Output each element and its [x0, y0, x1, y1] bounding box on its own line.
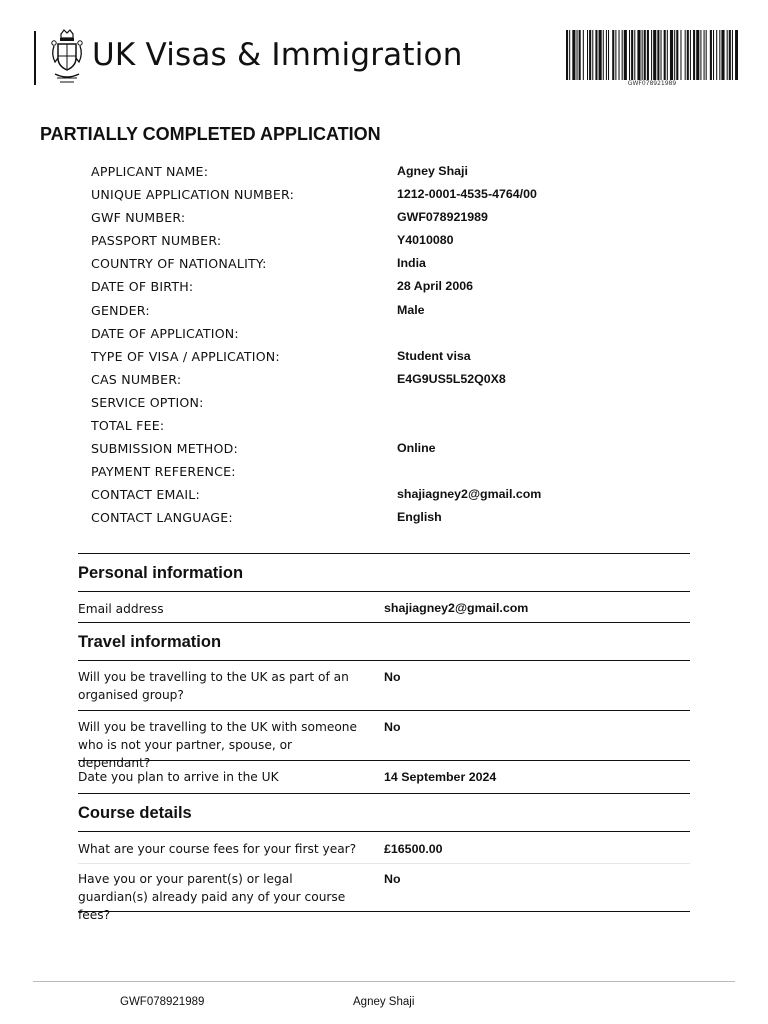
- barcode-bar: [735, 30, 738, 80]
- summary-label: PAYMENT REFERENCE:: [91, 464, 236, 480]
- barcode-bar: [657, 30, 659, 80]
- barcode-bar: [693, 30, 695, 80]
- application-sections: [78, 553, 690, 922]
- barcode-bar: [732, 30, 733, 80]
- barcode-bar: [619, 30, 620, 80]
- barcode-bar: [592, 30, 593, 80]
- summary-label: GENDER:: [91, 302, 150, 318]
- summary-row: [91, 300, 671, 323]
- section-title: Course details: [78, 804, 192, 822]
- barcode-bar: [696, 30, 699, 80]
- summary-value: Online: [397, 441, 436, 456]
- section-heading-personal: [78, 554, 690, 591]
- footer-divider: [33, 981, 735, 982]
- summary-value: 1212-0001-4535-4764/00: [397, 187, 537, 202]
- barcode-bar: [729, 30, 731, 80]
- barcode-bar: [727, 30, 728, 80]
- summary-label: APPLICANT NAME:: [91, 164, 209, 179]
- summary-row: [91, 207, 671, 230]
- summary-label: CONTACT EMAIL:: [91, 487, 200, 503]
- barcode-icon: [566, 30, 738, 80]
- barcode-bar: [721, 30, 724, 80]
- barcode-bar: [687, 30, 689, 80]
- summary-label: TYPE OF VISA / APPLICATION:: [91, 348, 280, 364]
- summary-row: [91, 438, 671, 461]
- barcode-bar: [615, 30, 616, 80]
- summary-row: [91, 484, 671, 507]
- barcode-bar: [651, 30, 652, 80]
- barcode-bar: [634, 30, 635, 80]
- summary-row: [91, 415, 671, 438]
- barcode-bar: [719, 30, 720, 80]
- barcode-bar: [637, 30, 640, 80]
- answer-value: No: [384, 720, 401, 734]
- summary-row: [91, 507, 671, 530]
- summary-label: SERVICE OPTION:: [91, 394, 204, 410]
- barcode-bar: [589, 30, 591, 80]
- question-row-email: [78, 592, 690, 622]
- barcode-bar: [685, 30, 686, 80]
- question-row-course-fees: [78, 832, 690, 863]
- barcode-bar: [608, 30, 609, 80]
- barcode-bar: [664, 30, 666, 80]
- summary-value: India: [397, 256, 426, 271]
- summary-label: COUNTRY OF NATIONALITY:: [91, 256, 267, 272]
- footer-applicant-name: Agney Shaji: [353, 996, 415, 1008]
- question-row-fees-paid: [78, 864, 690, 922]
- summary-row: [91, 276, 671, 299]
- answer-value: No: [384, 670, 401, 684]
- barcode-bar: [569, 30, 570, 80]
- section-heading-course: [78, 794, 690, 831]
- header-divider: [34, 31, 36, 85]
- summary-row: [91, 184, 671, 207]
- page-title: PARTIALLY COMPLETED APPLICATION: [40, 124, 381, 144]
- header: [0, 0, 768, 100]
- summary-label: PASSPORT NUMBER:: [91, 233, 222, 249]
- summary-label: SUBMISSION METHOD:: [91, 441, 238, 457]
- summary-row: [91, 369, 671, 392]
- summary-row: [91, 253, 671, 276]
- answer-value: £16500.00: [384, 842, 443, 856]
- barcode-bar: [624, 30, 627, 80]
- barcode-bar: [629, 30, 630, 80]
- barcode-bar: [700, 30, 701, 80]
- answer-value: 14 September 2024: [384, 770, 497, 784]
- summary-row: [91, 346, 671, 369]
- summary-row: [91, 461, 671, 484]
- barcode-bar: [583, 30, 584, 80]
- barcode-bar: [595, 30, 597, 80]
- barcode-bar: [644, 30, 646, 80]
- barcode-bar: [566, 30, 568, 80]
- barcode-bar: [612, 30, 614, 80]
- summary-value: shajiagney2@gmail.com: [397, 487, 542, 502]
- question-label: Will you be travelling to the UK with someone who is not your partner, spouse, or dependant?: [78, 720, 358, 770]
- footer-gwf-number: GWF078921989: [120, 996, 205, 1008]
- question-label: What are your course fees for your first year?: [78, 842, 357, 856]
- answer-value: shajiagney2@gmail.com: [384, 601, 529, 615]
- barcode-bar: [631, 30, 633, 80]
- barcode-bar: [653, 30, 656, 80]
- summary-value: Y4010080: [397, 233, 454, 248]
- question-row-organised-group: [78, 661, 690, 710]
- summary-row: [91, 230, 671, 253]
- barcode-bar: [690, 30, 691, 80]
- barcode-bar: [642, 30, 643, 80]
- summary-label: DATE OF BIRTH:: [91, 279, 194, 295]
- barcode-bar: [670, 30, 673, 80]
- section-title: Personal information: [78, 564, 244, 582]
- summary-label: TOTAL FEE:: [91, 418, 165, 434]
- summary-row: [91, 161, 671, 184]
- barcode-bar: [579, 30, 581, 80]
- question-label: Email address: [78, 602, 164, 616]
- section-heading-travel: [78, 623, 690, 660]
- question-label: Have you or your parent(s) or legal guardian(s) already paid any of your course fees?: [78, 872, 346, 922]
- brand-title: UK Visas & Immigration: [92, 37, 463, 73]
- barcode-bar: [713, 30, 714, 80]
- answer-value: No: [384, 872, 401, 886]
- question-row-travel-companion: [78, 711, 690, 770]
- question-label: Date you plan to arrive in the UK: [78, 770, 279, 784]
- section-title: Travel information: [78, 633, 222, 651]
- barcode-bar: [680, 30, 681, 80]
- barcode-bar: [716, 30, 717, 80]
- barcode-bar: [676, 30, 678, 80]
- summary-value: Student visa: [397, 348, 471, 363]
- summary-value: Male: [397, 302, 425, 317]
- summary-label: CAS NUMBER:: [91, 371, 182, 387]
- summary-label: CONTACT LANGUAGE:: [91, 510, 233, 526]
- royal-coat-of-arms-icon: [50, 28, 84, 86]
- summary-value: E4G9US5L52Q0X8: [397, 371, 506, 386]
- barcode-bar: [622, 30, 623, 80]
- summary-label: UNIQUE APPLICATION NUMBER:: [91, 187, 295, 203]
- barcode-bar: [704, 30, 705, 80]
- barcode-bar: [606, 30, 607, 80]
- barcode-bar: [661, 30, 662, 80]
- summary-value: 28 April 2006: [397, 279, 473, 294]
- summary-value: Agney Shaji: [397, 164, 468, 178]
- barcode-bar: [603, 30, 604, 80]
- summary-label: GWF NUMBER:: [91, 210, 186, 226]
- summary-row: [91, 323, 671, 346]
- barcode-bar: [706, 30, 707, 80]
- barcode-bar: [647, 30, 649, 80]
- question-label: Will you be travelling to the UK as part of an organised group?: [78, 670, 349, 702]
- barcode-bar: [667, 30, 668, 80]
- barcode-bar: [572, 30, 575, 80]
- barcode-bar: [577, 30, 578, 80]
- application-summary: [91, 161, 671, 531]
- barcode-bar: [587, 30, 588, 80]
- barcode-bar: [710, 30, 712, 80]
- question-row-arrival-date: [78, 761, 690, 793]
- barcode-bar: [674, 30, 675, 80]
- summary-value: English: [397, 510, 442, 525]
- barcode-number: GWF078921989: [627, 80, 677, 87]
- barcode-bar: [599, 30, 602, 80]
- summary-value: GWF078921989: [397, 210, 488, 225]
- summary-label: DATE OF APPLICATION:: [91, 325, 239, 341]
- summary-row: [91, 392, 671, 415]
